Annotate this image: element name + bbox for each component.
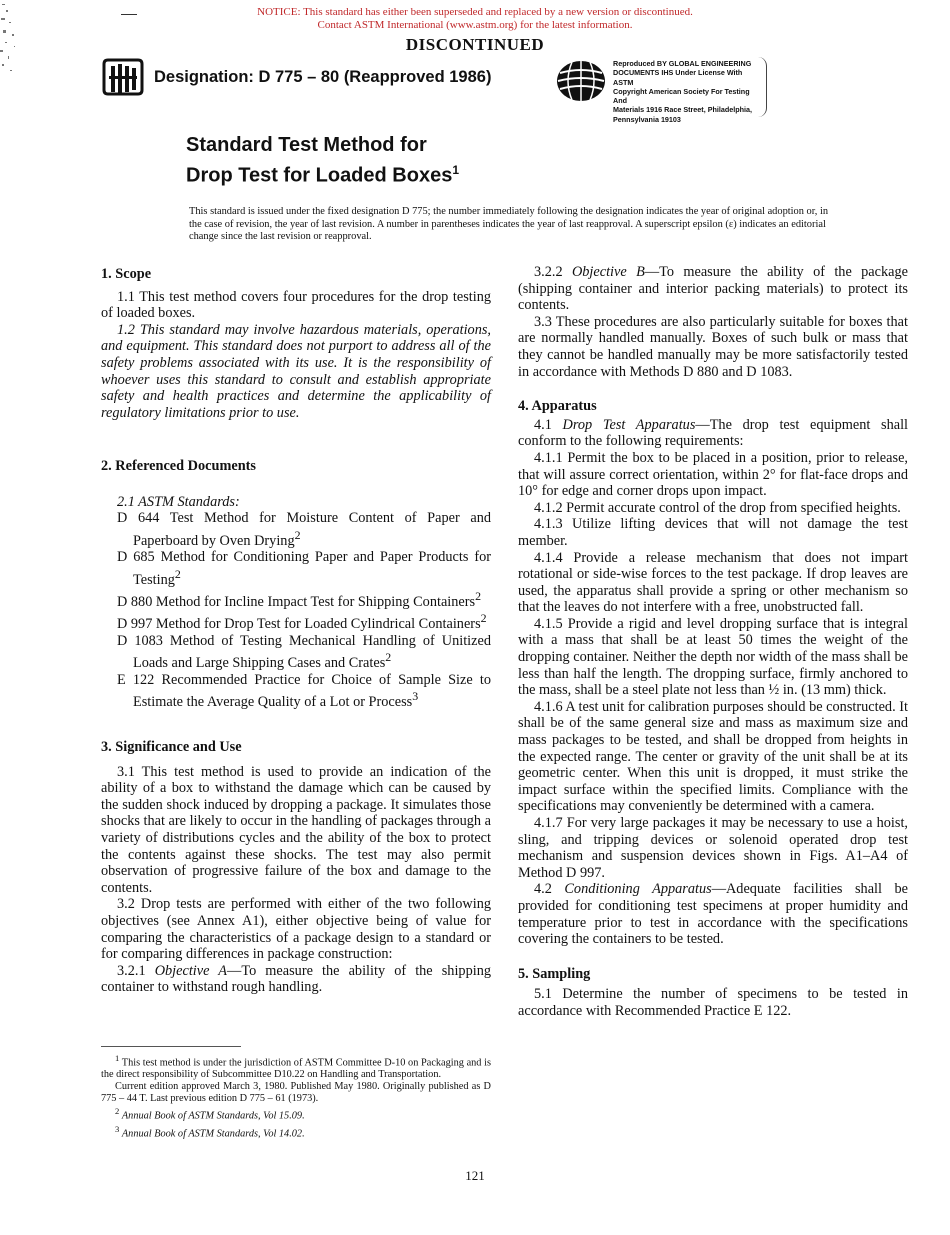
section-heading-refdocs: 2. Referenced Documents	[101, 458, 256, 474]
repro-line: Reproduced BY GLOBAL ENGINEERING	[613, 59, 752, 68]
significance-section	[101, 739, 491, 996]
ref-item	[101, 610, 491, 632]
notice-line-1: NOTICE: This standard has either been superseded and replaced by a new version or discontinued.	[257, 6, 693, 18]
ref-text: E 122 Recommended Practice for Choice of Sample Size to Estimate the Average Quality of a Lot or Process	[117, 671, 491, 711]
repro-bracket	[758, 57, 767, 117]
ref-item	[101, 633, 491, 672]
footnote-2: $^2$ Annual Book of ASTM Standards, Vol 15.09.	[115, 1106, 305, 1122]
ref-text: D 997 Method for Drop Test for Loaded Cylindrical Containers	[117, 616, 481, 633]
footnote-1-text: This test method is under the jurisdiction of ASTM Committee D-10 on Packaging and is the direct responsibility of Subcommittee D10.22 on Handling and Transportation.	[101, 1057, 491, 1081]
section-heading-apparatus: 4. Apparatus	[518, 398, 597, 415]
ref-text: D 880 Method for Incline Impact Test for Shipping Containers	[117, 593, 476, 610]
footnote-2-text: Annual Book of ASTM Standards, Vol 15.09.	[121, 1110, 305, 1122]
para-3-2: 3.2 Drop tests are performed with either of the two following objectives (see Annex A1), either objective being of value for comparing the characteristics of a package design to a standard or for comparing differences in package construction:	[101, 896, 491, 963]
ref-item	[101, 672, 491, 711]
footnote-rule	[101, 1046, 241, 1047]
para-4-1-3: 4.1.3 Utilize lifting devices that will not damage the test member.	[518, 516, 908, 549]
para-label: Objective B	[571, 264, 645, 280]
ref-item	[101, 549, 491, 588]
para-4-1-1: 4.1.1 Permit the box to be placed in a position, prior to release, that will assure correct orientation, within 2° for flat-face drops and 10° for edge and corner drops upon impact.	[518, 449, 908, 500]
ref-sup: 2	[480, 611, 487, 626]
ref-sup: 3	[412, 689, 419, 704]
title-line-1: Standard Test Method for	[186, 134, 427, 156]
para-num: 3.2.1	[117, 962, 146, 979]
para-4-1-7: 4.1.7 For very large packages it may be necessary to use a hoist, sling, and tripping devices or solenoid operated drop test mechanism and suspension devices shown in Figs. A1–A4 of Method D 997.	[518, 815, 908, 881]
para-1-1: 1.1 This test method covers four procedures for the drop testing of loaded boxes.	[101, 288, 491, 322]
ref-sup: 2	[294, 527, 301, 542]
repro-line: Pennsylvania 19103	[613, 114, 681, 124]
para-3-3: 3.3 These procedures are also particularly suitable for boxes that are normally handled manually. Boxes of such bulk or mass that they cannot be handled manually may be more satisfactorily tested in accordance with Methods D 880 and D 1083.	[518, 313, 908, 380]
title-footnote-ref: 1	[452, 163, 460, 177]
para-text: —To measure the ability of the shipping container to withstand rough handling.	[101, 962, 491, 996]
para-4-1-4: 4.1.4 Provide a release mechanism that does not impart rotational or side-wise forces to the test package. If drop leaves are used, the apparatus shall provide a spring or other mechanism so that the leaves do not interfere with a free, unobstructed fall.	[518, 549, 908, 616]
para-4-1-5: 4.1.5 Provide a rigid and level dropping surface that is integral with a mass that shall be at least 50 times the weight of the dropping container. Neither the depth nor width of the mass shall be less than half the length. The dropping surface, firmly anchored to the mass, shall be a steel plate not less than ½ in. (13 mm) thick.	[518, 615, 908, 699]
issued-note: This standard is issued under the fixed designation D 775; the number immediately following the designation indicates the year of original adoption or, in the case of revision, the year of last revision. A number in parentheses indicates the year of last reapproval. A superscript epsilon (ε) indicates an editorial change since the last revision or reapproval.	[189, 206, 829, 242]
globe-logo-icon	[554, 58, 608, 104]
section-heading-sampling: 5. Sampling	[518, 965, 591, 982]
ref-item	[101, 510, 491, 549]
footnote-1b: Current edition approved March 3, 1980. Published May 1980. Originally published as D 775 – 44 T. Last previous edition D 775 – 61 (1973).	[101, 1081, 491, 1105]
para-4-1	[518, 417, 908, 450]
para-3-2-1	[101, 963, 491, 996]
footnotes	[101, 1052, 491, 1140]
para-text: —Adequate facilities shall be provided for conditioning test specimens at proper humidity and temperature prior to test in accordance with the specifications covering the containers to be tested.	[518, 881, 908, 948]
left-column	[101, 266, 491, 421]
para-4-1-6: 4.1.6 A test unit for calibration purposes should be constructed. It shall be of the same general size and mass as maximum size and mass packages to be tested, and shall be dropped from heights in the expected range. The center or gravity of the unit shall be at its geometric center. When this unit is dropped, it must strike the impact surface within the specified limits. Compliance with the specifications may conveniently be determined with a camera.	[518, 698, 908, 815]
footnote-3-text: Annual Book of ASTM Standards, Vol 14.02.	[121, 1128, 305, 1140]
title-line-2-text: Drop Test for Loaded Boxes	[186, 164, 453, 187]
repro-line: DOCUMENTS IHS Under License With ASTM	[613, 68, 743, 87]
para-text: —To measure the ability of the package (shipping container and interior packing materials) to protect its contents.	[518, 264, 908, 314]
page-title	[186, 133, 459, 189]
para-3-2-2	[518, 264, 908, 314]
para-4-2	[518, 881, 908, 947]
para-num: 4.1	[534, 416, 552, 433]
discontinued-label: DISCONTINUED	[405, 35, 545, 54]
para-4-1-2: 4.1.2 Permit accurate control of the drop from specified heights.	[534, 499, 901, 516]
astm-logo-icon	[100, 58, 146, 98]
ref-text: D 644 Test Method for Moisture Content of Paper and Paperboard by Oven Drying	[117, 510, 491, 549]
ref-sup: 2	[174, 566, 181, 581]
ref-sup: 2	[385, 650, 392, 665]
para-text: —The drop test equipment shall conform to the following requirements:	[518, 416, 909, 450]
notice-line-2: Contact ASTM International (www.astm.org) for the latest information.	[317, 19, 633, 31]
designation: Designation: D 775 – 80 (Reapproved 1986)	[154, 68, 492, 86]
footnote-3: $^3$ Annual Book of ASTM Standards, Vol 14.02.	[115, 1123, 305, 1140]
para-num: 4.2	[534, 881, 552, 898]
repro-line: Copyright American Society For Testing And	[613, 86, 750, 106]
footnote-1: $^1$ This test method is under the jurisdiction of ASTM Committee D-10 on Packaging and is the direct responsibility of Subcommittee D10.22 on Handling and Transportation.	[101, 1053, 491, 1081]
refdocs-section	[101, 458, 491, 711]
section-heading-scope: 1. Scope	[101, 266, 152, 282]
ref-text: D 1083 Method of Testing Mechanical Handling of Unitized Loads and Large Shipping Cases and Crates	[117, 632, 491, 672]
section-heading-significance: 3. Significance and Use	[101, 739, 242, 755]
para-label: Conditioning Apparatus	[564, 881, 712, 898]
para-3-1: 3.1 This test method is used to provide an indication of the ability of a box to withstand the damage which can be caused by the sudden shock induced by dropping a package. It simulates those shocks that are likely to occur in the handling of packages through a variety of distributions cycles and the ability of the box to protect the contents against these shocks. The test may also permit observation of progressive failure of the box and damage to the contents.	[101, 763, 491, 896]
ref-text: D 685 Method for Conditioning Paper and Paper Products for Testing	[117, 549, 491, 588]
discontinued-notice	[0, 6, 950, 32]
para-2-1: 2.1 ASTM Standards:	[117, 493, 240, 510]
right-column	[518, 264, 908, 1020]
para-5-1: 5.1 Determine the number of specimens to be tested in accordance with Recommended Practice E 122.	[518, 986, 908, 1019]
title-line-2	[186, 158, 459, 189]
page-number: 121	[465, 1168, 485, 1183]
para-num: 3.2.2	[534, 264, 563, 280]
repro-line: Materials 1916 Race Street, Philadelphia,	[613, 105, 753, 115]
para-label: Drop Test Apparatus	[562, 416, 696, 433]
ref-item	[101, 588, 491, 610]
ref-sup: 2	[475, 589, 482, 604]
para-1-2: 1.2 This standard may involve hazardous materials, operations, and equipment. This standard does not purport to address all of the safety problems associated with its use. It is the responsibility of whoever uses this standard to consult and establish appropriate safety and health practices and determine the applicability of regulatory limitations prior to use.	[101, 321, 491, 421]
para-label: Objective A	[154, 962, 228, 979]
reproduction-credit	[613, 59, 763, 124]
